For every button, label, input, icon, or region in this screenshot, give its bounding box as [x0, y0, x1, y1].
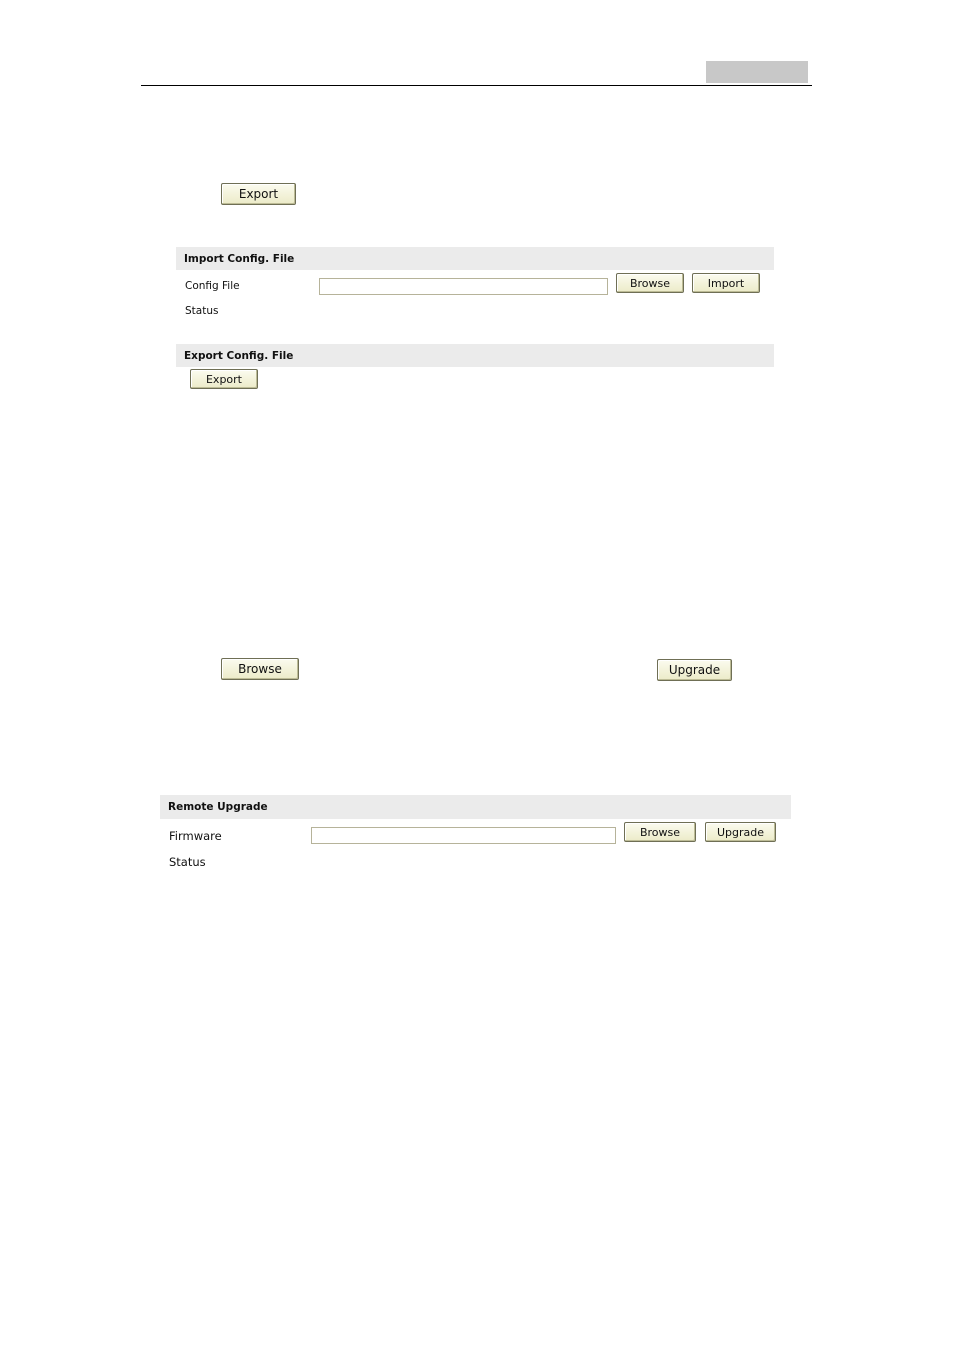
config-file-label: Config File [185, 280, 240, 292]
config-browse-button[interactable]: Browse [616, 273, 684, 293]
upgrade-status-label: Status [169, 855, 206, 869]
config-file-input[interactable] [319, 278, 608, 295]
config-export-button[interactable]: Export [190, 369, 258, 389]
inline-upgrade-button[interactable]: Upgrade [657, 659, 732, 681]
inline-browse-button[interactable]: Browse [221, 658, 299, 680]
firmware-upgrade-button[interactable]: Upgrade [705, 822, 776, 842]
header-rule [141, 85, 812, 86]
export-config-section-title: Export Config. File [184, 349, 294, 362]
export-config-section-header [176, 344, 774, 367]
firmware-input[interactable] [311, 827, 616, 844]
firmware-browse-button[interactable]: Browse [624, 822, 696, 842]
inline-export-button[interactable]: Export [221, 183, 296, 205]
config-import-button[interactable]: Import [692, 273, 760, 293]
remote-upgrade-section-title: Remote Upgrade [168, 801, 268, 813]
import-config-section-header [176, 247, 774, 270]
import-config-section-title: Import Config. File [184, 252, 295, 265]
header-tab [706, 61, 808, 83]
firmware-label: Firmware [169, 829, 222, 843]
remote-upgrade-section-header [160, 795, 791, 819]
import-status-label: Status [185, 305, 219, 317]
